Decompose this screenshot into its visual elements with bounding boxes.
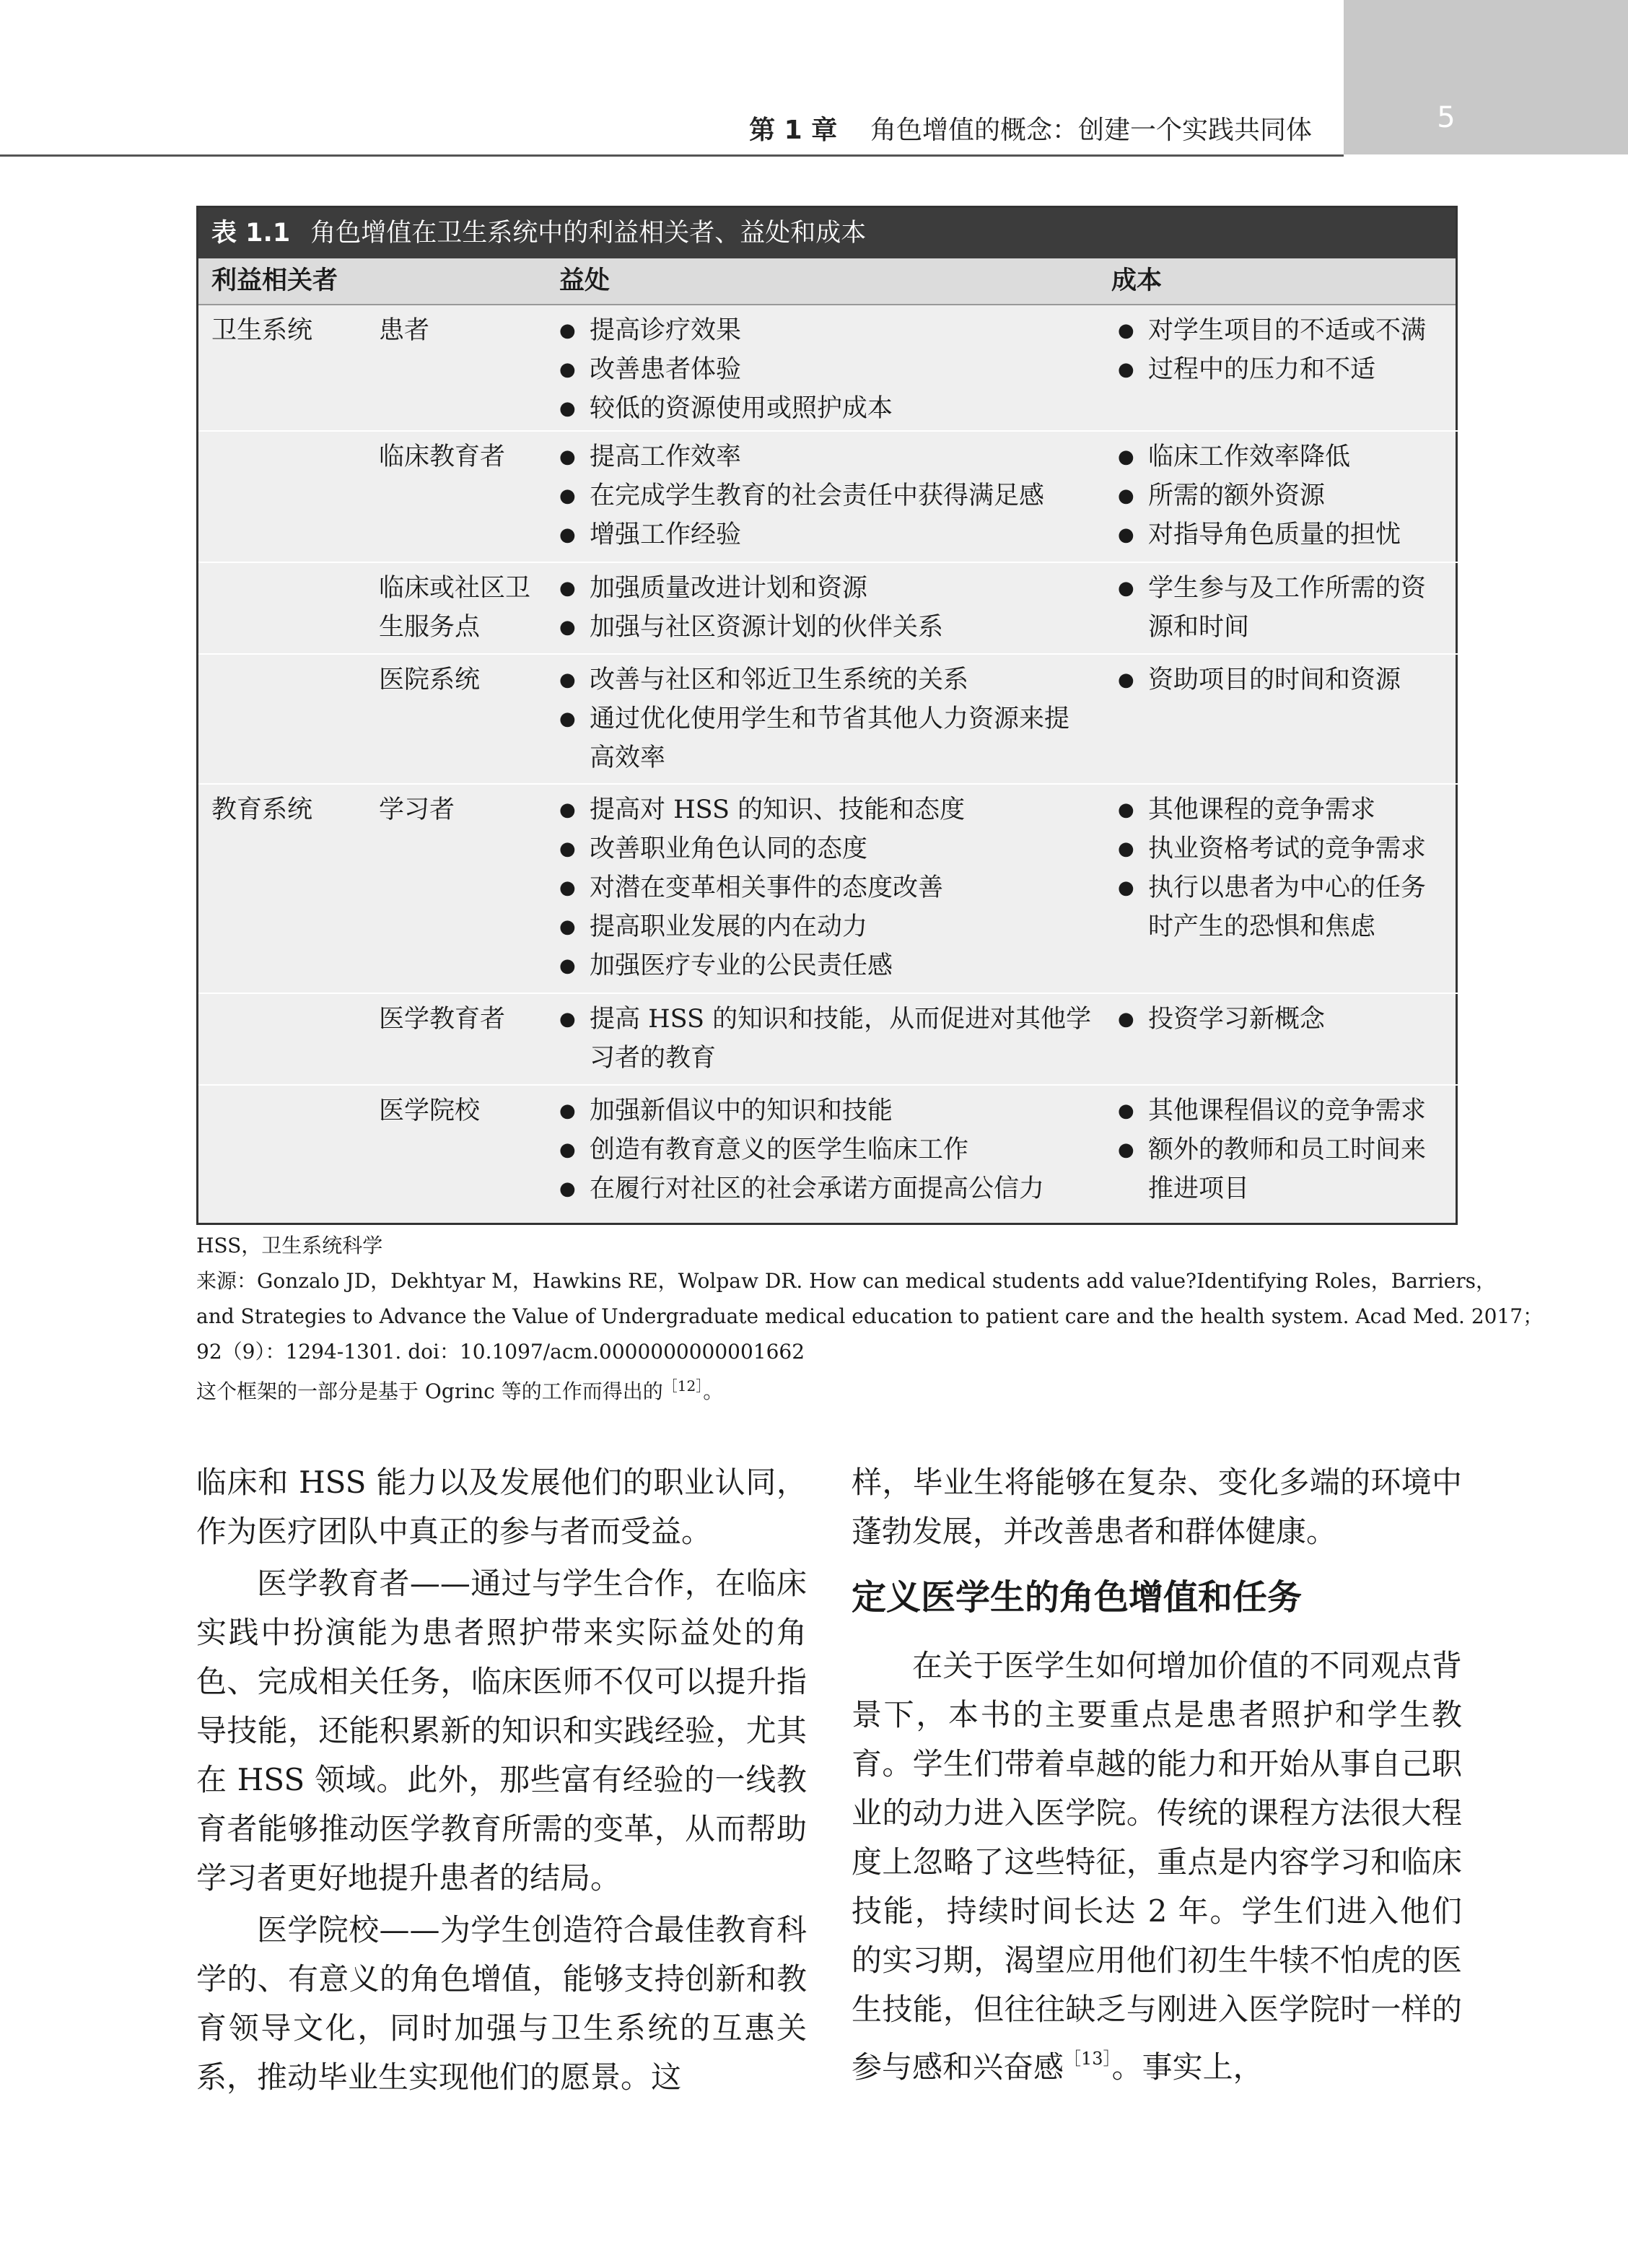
list-item: ● 改善与社区和邻近卫生系统的关系	[559, 660, 1093, 699]
benefits-list	[559, 311, 1093, 428]
list-item: ● 资助项目的时间和资源	[1118, 660, 1443, 699]
table-row	[198, 305, 1456, 430]
list-item: ● 创造有教育意义的医学生临床工作	[559, 1130, 1093, 1169]
stakeholder-cell: 临床教育者	[379, 442, 506, 471]
costs-list	[1118, 569, 1443, 647]
benefits-list	[559, 1091, 1093, 1208]
header-benefits: 益处	[559, 266, 610, 295]
list-item: ● 较低的资源使用或照护成本	[559, 389, 1093, 428]
list-item: ● 过程中的压力和不适	[1118, 350, 1443, 389]
header-costs: 成本	[1111, 266, 1163, 295]
list-item: ● 加强与社区资源计划的伙伴关系	[559, 608, 1093, 647]
group-label-health-system: 卫生系统	[211, 316, 313, 345]
list-item: ● 提高 HSS 的知识和技能，从而促进对其他学习者的教育	[559, 1000, 1093, 1078]
list-item: ● 加强医疗专业的公民责任感	[559, 946, 1093, 985]
list-item: ● 改善患者体验	[559, 350, 1093, 389]
benefits-list	[559, 1000, 1093, 1078]
table-note-abbreviation: HSS，卫生系统科学	[196, 1234, 383, 1257]
table-caption	[198, 208, 1456, 258]
stakeholder-cell: 学习者	[379, 795, 455, 824]
stakeholder-cell: 医院系统	[379, 666, 481, 694]
paragraph: 医学院校——为学生创造符合最佳教育科学的、有意义的角色增值，能够支持创新和教育领导文化，同时加强与卫生系统的互惠关系，推动毕业生实现他们的愿景。这	[196, 1912, 807, 2095]
list-item: ● 对指导角色质量的担忧	[1118, 515, 1443, 554]
table-note-source-line-1: 来源：Gonzalo JD，Dekhtyar M，Hawkins RE，Wolpaw DR. How can medical students add value?Identifying Roles，Barriers，	[196, 1269, 1497, 1293]
list-item: ● 增强工作经验	[559, 515, 1093, 554]
list-item: ● 学生参与及工作所需的资源和时间	[1118, 569, 1443, 647]
list-item: ● 其他课程的竞争需求	[1118, 790, 1443, 829]
list-item: ● 提高职业发展的内在动力	[559, 907, 1093, 946]
list-item: ● 提高工作效率	[559, 437, 1093, 476]
stakeholder-cell: 临床或社区卫生服务点	[379, 574, 531, 642]
chapter-title: 角色增值的概念：创建一个实践共同体	[870, 115, 1312, 145]
list-item: ● 在完成学生教育的社会责任中获得满足感	[559, 476, 1093, 515]
benefits-list	[559, 569, 1093, 647]
table-row	[198, 563, 1456, 653]
citation-ref: ［13］	[1064, 2049, 1112, 2069]
framework-text: 这个框架的一部分是基于 Ogrinc 等的工作而得出的	[196, 1379, 663, 1403]
right-column	[852, 1458, 1462, 2092]
chapter-label: 第 1 章	[749, 115, 838, 145]
costs-list	[1118, 1000, 1443, 1039]
list-item: ● 对学生项目的不适或不满	[1118, 311, 1443, 350]
list-item: ● 加强质量改进计划和资源	[559, 569, 1093, 608]
table-title: 角色增值在卫生系统中的利益相关者、益处和成本	[310, 219, 867, 248]
list-item: ● 提高诊疗效果	[559, 311, 1093, 350]
costs-list	[1118, 1091, 1443, 1208]
costs-list	[1118, 790, 1443, 946]
stakeholder-cell: 医学院校	[379, 1096, 481, 1125]
list-item: ● 额外的教师和员工时间来推进项目	[1118, 1130, 1443, 1208]
citation-ref: ［12］	[662, 1377, 704, 1395]
running-header	[749, 110, 1312, 147]
table-row	[198, 432, 1456, 562]
paragraph-text-end: 。事实上，	[1111, 2049, 1264, 2085]
stakeholder-cell: 医学教育者	[379, 1005, 506, 1034]
paragraph: 医学教育者——通过与学生合作，在临床实践中扮演能为患者照护带来实际益处的角色、完成相关任务，临床医师不仅可以提升指导技能，还能积累新的知识和实践经验，尤其在 HSS 领域。此外，那些富有经验的一线教育者能够推动医学教育所需的变革，从而帮助学习者更好地提升患者的结局。	[196, 1566, 807, 1896]
list-item: ● 执业资格考试的竞争需求	[1118, 829, 1443, 868]
list-item: ● 临床工作效率降低	[1118, 437, 1443, 476]
section-heading: 定义医学生的角色增值和任务	[852, 1577, 1303, 1618]
header-stakeholder: 利益相关者	[211, 266, 338, 295]
table-note-framework	[196, 1369, 1458, 1408]
list-item: ● 通过优化使用学生和节省其他人力资源来提高效率	[559, 699, 1093, 777]
framework-period: 。	[703, 1379, 724, 1403]
list-item: ● 所需的额外资源	[1118, 476, 1443, 515]
list-item: ● 执行以患者为中心的任务时产生的恐惧和焦虑	[1118, 868, 1443, 946]
table-note-source-line-3: 92（9）：1294-1301. doi：10.1097/acm.0000000000001662	[196, 1340, 805, 1364]
paragraph-text: 在关于医学生如何增加价值的不同观点背景下，本书的主要重点是患者照护和学生教育。学生们带着卓越的能力和开始从事自己职业的动力进入医学院。传统的课程方法很大程度上忽略了这些特征，重点是内容学习和临床技能，持续时间长达 2 年。学生们进入他们的实习期，渴望应用他们初生牛犊不怕虎的医生技能，但往往缺乏与刚进入医学院时一样的参与感和兴奋感	[852, 1648, 1462, 2085]
paragraph	[852, 1641, 1462, 2092]
list-item: ● 在履行对社区的社会承诺方面提高公信力	[559, 1169, 1093, 1208]
benefits-list	[559, 660, 1093, 777]
header-rule	[0, 154, 1344, 157]
paragraph: 临床和 HSS 能力以及发展他们的职业认同，作为医疗团队中真正的参与者而受益。	[196, 1465, 807, 1549]
table-note-source-line-2: and Strategies to Advance the Value of Undergraduate medical education to patient care and the health system. Acad Med. 2017；	[196, 1304, 1544, 1328]
list-item: ● 加强新倡议中的知识和技能	[559, 1091, 1093, 1130]
table-row	[198, 785, 1456, 993]
group-label-education-system: 教育系统	[211, 795, 313, 824]
costs-list	[1118, 311, 1443, 389]
benefits-list	[559, 437, 1093, 554]
page-number: 5	[1437, 101, 1456, 134]
table-row	[198, 1086, 1456, 1223]
benefits-list	[559, 790, 1093, 985]
costs-list	[1118, 437, 1443, 554]
list-item: ● 对潜在变革相关事件的态度改善	[559, 868, 1093, 907]
table-number: 表 1.1	[211, 219, 291, 248]
stakeholder-cell: 患者	[379, 316, 430, 345]
table-row	[198, 994, 1456, 1084]
list-item: ● 改善职业角色认同的态度	[559, 829, 1093, 868]
costs-list	[1118, 660, 1443, 699]
stakeholder-table	[196, 206, 1458, 1225]
table-row	[198, 655, 1456, 783]
left-column	[196, 1458, 807, 2102]
list-item: ● 投资学习新概念	[1118, 1000, 1443, 1039]
list-item: ● 其他课程倡议的竞争需求	[1118, 1091, 1443, 1130]
paragraph: 样，毕业生将能够在复杂、变化多端的环境中蓬勃发展，并改善患者和群体健康。	[852, 1465, 1462, 1549]
list-item: ● 提高对 HSS 的知识、技能和态度	[559, 790, 1093, 829]
table-header-row	[198, 258, 1456, 305]
